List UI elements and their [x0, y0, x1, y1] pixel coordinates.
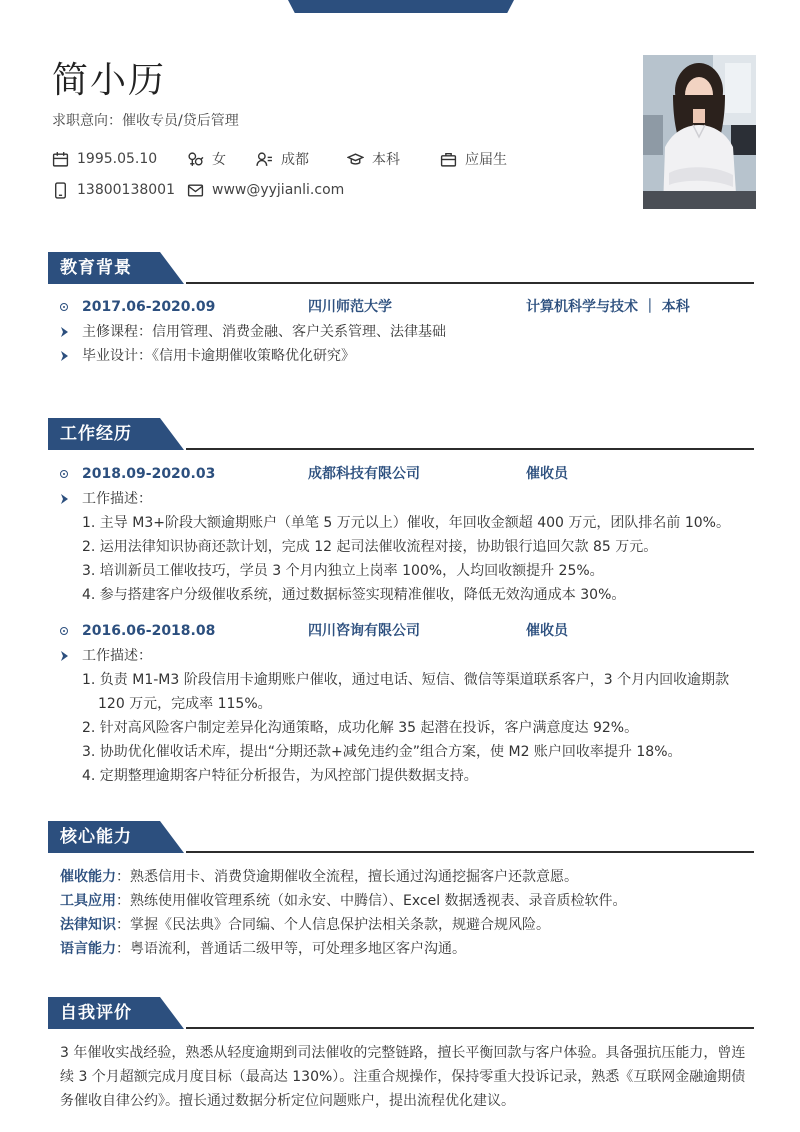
candidate-name: 简小历 — [52, 60, 167, 101]
job-date: 2016.06-2018.08 — [82, 623, 216, 639]
profile-photo — [643, 55, 756, 209]
job-item: 2. 针对高风险客户制定差异化沟通策略，成功化解 35 起潜在投诉，客户满意度达 92%。 — [82, 720, 639, 736]
education-major: 计算机科学与技术 ｜ 本科 — [526, 299, 690, 315]
job-role: 催收员 — [526, 623, 568, 639]
gender-icon — [187, 151, 204, 168]
job-desc-label: 工作描述： — [82, 491, 152, 507]
phone-info — [52, 181, 175, 199]
circle-bullet-icon — [60, 470, 68, 478]
job-item: 3. 培训新员工催收技巧，学员 3 个月内独立上岗率 100%，人均回收额提升 25%。 — [82, 563, 604, 579]
job-date: 2018.09-2020.03 — [82, 466, 216, 482]
gender-info — [187, 150, 226, 168]
city-value: 成都 — [281, 152, 309, 168]
website-info — [187, 181, 344, 199]
job-desc-label: 工作描述： — [82, 648, 152, 664]
top-decoration — [288, 0, 514, 13]
skill-item — [60, 891, 627, 911]
city-info — [256, 150, 309, 168]
job-item: 1. 主导 M3+阶段大额逾期账户（单笔 5 万元以上）催收，年回收金额超 400 万元，团队排名前 10%。 — [82, 515, 730, 531]
circle-bullet-icon — [60, 303, 68, 311]
calendar-icon — [52, 151, 69, 168]
job-item: 4. 参与搭建客户分级催收系统，通过数据标签实现精准催收，降低无效沟通成本 30%。 — [82, 587, 626, 603]
mail-icon — [187, 182, 204, 199]
website-value: www@yyjianli.com — [212, 182, 345, 198]
status-value: 应届生 — [465, 152, 507, 168]
section-divider — [186, 851, 754, 853]
phone-icon — [52, 182, 69, 199]
job-company: 成都科技有限公司 — [308, 466, 420, 482]
skill-item — [60, 939, 466, 959]
skill-label: 语言能力 — [60, 941, 116, 957]
skill-item — [60, 867, 578, 887]
section-title: 教育背景 — [60, 258, 132, 278]
degree-info — [347, 150, 400, 168]
chevron-right-icon — [60, 493, 70, 505]
section-title: 核心能力 — [60, 827, 132, 847]
gender-value: 女 — [212, 152, 226, 168]
birthday-info — [52, 150, 157, 168]
skill-text: ：掌握《民法典》合同编、个人信息保护法相关条款，规避合规风险。 — [116, 917, 550, 933]
section-title: 工作经历 — [60, 424, 132, 444]
skill-text: ：熟悉信用卡、消费贷逾期催收全流程，擅长通过沟通挖掘客户还款意愿。 — [116, 869, 578, 885]
section-divider — [186, 282, 754, 284]
section-divider — [186, 1027, 754, 1029]
user-location-icon — [256, 151, 273, 168]
self-eval-section-header — [48, 997, 754, 1029]
job-role: 催收员 — [526, 466, 568, 482]
education-section-header — [48, 252, 754, 284]
birthday-value: 1995.05.10 — [77, 151, 158, 167]
job-item: 3. 协助优化催收话术库，提出“分期还款+减免违约金”组合方案，使 M2 账户回收率提升 18%。 — [82, 744, 682, 760]
graduation-cap-icon — [347, 151, 364, 168]
skill-label: 工具应用 — [60, 893, 116, 909]
degree-value: 本科 — [372, 152, 400, 168]
job-company: 四川咨询有限公司 — [308, 623, 420, 639]
job-item-continued: 120 万元，完成率 115%。 — [98, 696, 272, 712]
phone-value: 13800138001 — [77, 182, 175, 198]
skill-label: 催收能力 — [60, 869, 116, 885]
work-section-header — [48, 418, 754, 450]
chevron-right-icon — [60, 650, 70, 662]
section-title: 自我评价 — [60, 1003, 132, 1023]
education-school: 四川师范大学 — [308, 299, 392, 315]
job-item: 4. 定期整理逾期客户特征分析报告，为风控部门提供数据支持。 — [82, 768, 478, 784]
circle-bullet-icon — [60, 627, 68, 635]
skill-text: ：熟练使用催收管理系统（如永安、中腾信）、Excel 数据透视表、录音质检软件。 — [116, 893, 627, 909]
briefcase-icon — [440, 151, 457, 168]
section-divider — [186, 448, 754, 450]
education-date: 2017.06-2020.09 — [82, 299, 216, 315]
skills-section-header — [48, 821, 754, 853]
education-courses: 主修课程：信用管理、消费金融、客户关系管理、法律基础 — [82, 324, 446, 340]
job-item: 1. 负责 M1-M3 阶段信用卡逾期账户催收，通过电话、短信、微信等渠道联系客户，3 个月内回收逾期款 — [82, 672, 730, 688]
job-item: 2. 运用法律知识协商还款计划，完成 12 起司法催收流程对接，协助银行追回欠款 85 万元。 — [82, 539, 658, 555]
self-eval-text: 3 年催收实战经验，熟悉从轻度逾期到司法催收的完整链路，擅长平衡回款与客户体验。具备强抗压能力，曾连续 3 个月超额完成月度目标（最高达 130%）。注重合规操作，保持零重大投诉记录，熟悉《互联网金融逾期债务催收自律公约》。擅长通过数据分析定位问题账户，提出流程优化建议。 — [60, 1045, 746, 1109]
chevron-right-icon — [60, 326, 70, 338]
chevron-right-icon — [60, 350, 70, 362]
job-intent: 求职意向：催收专员/贷后管理 — [52, 113, 239, 129]
status-info — [440, 150, 507, 168]
education-thesis: 毕业设计：《信用卡逾期催收策略优化研究》 — [82, 348, 355, 364]
skill-label: 法律知识 — [60, 917, 116, 933]
skill-text: ：粤语流利，普通话二级甲等，可处理多地区客户沟通。 — [116, 941, 466, 957]
skill-item — [60, 915, 550, 935]
